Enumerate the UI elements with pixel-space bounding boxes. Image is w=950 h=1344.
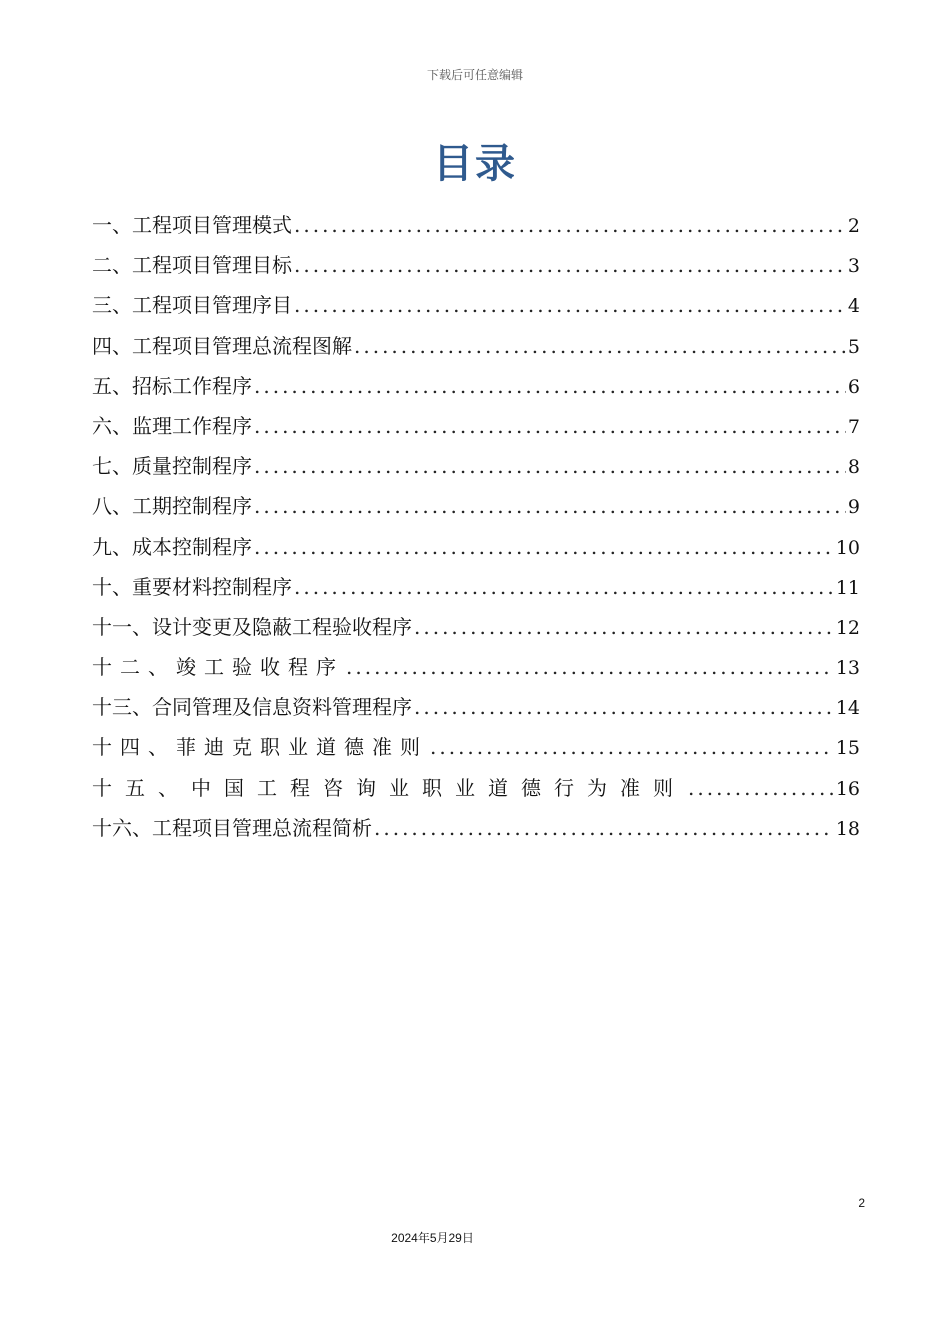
page-number: 2 bbox=[858, 1196, 865, 1210]
toc-entry-label: 十五、中国工程咨询业职业道德行为准则 bbox=[92, 775, 686, 800]
toc-leader-dots bbox=[294, 285, 846, 325]
toc-entry-page: 14 bbox=[835, 697, 860, 720]
toc-entry-label: 十四、菲迪克职业道德准则 bbox=[92, 735, 428, 760]
toc-entry-label: 五、招标工作程序 bbox=[92, 373, 252, 398]
toc-entry-label: 八、工期控制程序 bbox=[92, 494, 252, 519]
toc-entry-page: 8 bbox=[847, 456, 860, 479]
footer-date: 2024年5月29日 bbox=[391, 1231, 474, 1245]
toc-entry-page: 6 bbox=[847, 375, 860, 398]
toc-entry[interactable] bbox=[92, 527, 860, 567]
toc-entry-label: 十一、设计变更及隐蔽工程验收程序 bbox=[92, 614, 412, 639]
toc-entry-label: 三、工程项目管理序目 bbox=[92, 293, 292, 318]
toc-leader-dots bbox=[254, 446, 846, 486]
toc-entry[interactable] bbox=[92, 326, 860, 366]
toc-leader-dots bbox=[688, 768, 834, 808]
toc-entry[interactable] bbox=[92, 285, 860, 325]
toc-entry-page: 4 bbox=[847, 295, 860, 318]
toc-entry-label: 七、质量控制程序 bbox=[92, 454, 252, 479]
toc-leader-dots bbox=[414, 687, 834, 727]
toc-entry-label: 十六、工程项目管理总流程简析 bbox=[92, 815, 372, 840]
toc-leader-dots bbox=[430, 727, 834, 767]
toc-entry-page: 13 bbox=[835, 657, 860, 680]
toc-entry[interactable] bbox=[92, 687, 860, 727]
toc-entry[interactable] bbox=[92, 245, 860, 285]
toc-entry-page: 9 bbox=[847, 496, 860, 519]
toc-entry-label: 四、工程项目管理总流程图解 bbox=[92, 333, 352, 358]
toc-leader-dots bbox=[294, 205, 846, 245]
toc-leader-dots bbox=[414, 607, 834, 647]
toc-entry-label: 六、监理工作程序 bbox=[92, 413, 252, 438]
toc-entry[interactable] bbox=[92, 727, 860, 767]
toc-entry[interactable] bbox=[92, 808, 860, 848]
toc-leader-dots bbox=[354, 326, 846, 366]
toc-entry-page: 5 bbox=[847, 335, 860, 358]
toc-entry[interactable] bbox=[92, 768, 860, 808]
toc-leader-dots bbox=[254, 527, 834, 567]
toc-entry-label: 十三、合同管理及信息资料管理程序 bbox=[92, 695, 412, 720]
toc-title: 目录 bbox=[433, 141, 517, 187]
toc-entry-label: 九、成本控制程序 bbox=[92, 534, 252, 559]
toc-entry-page: 15 bbox=[835, 737, 860, 760]
toc-entry[interactable] bbox=[92, 446, 860, 486]
toc-list bbox=[92, 205, 860, 848]
toc-entry-label: 十二、竣工验收程序 bbox=[92, 655, 344, 680]
toc-entry-page: 7 bbox=[847, 415, 860, 438]
toc-leader-dots bbox=[254, 486, 846, 526]
toc-leader-dots bbox=[254, 366, 846, 406]
toc-entry-page: 16 bbox=[835, 777, 860, 800]
toc-entry-page: 2 bbox=[847, 215, 860, 237]
toc-entry-page: 12 bbox=[835, 616, 860, 639]
toc-entry-label: 十、重要材料控制程序 bbox=[92, 574, 292, 599]
toc-leader-dots bbox=[254, 406, 846, 446]
toc-leader-dots bbox=[374, 808, 834, 848]
toc-leader-dots bbox=[346, 647, 834, 687]
toc-entry[interactable] bbox=[92, 205, 860, 245]
toc-entry-label: 二、工程项目管理目标 bbox=[92, 253, 292, 278]
toc-entry[interactable] bbox=[92, 567, 860, 607]
header-note: 下载后可任意编辑 bbox=[426, 68, 523, 82]
toc-entry[interactable] bbox=[92, 486, 860, 526]
toc-entry[interactable] bbox=[92, 607, 860, 647]
toc-entry-label: 一、工程项目管理模式 bbox=[92, 213, 292, 237]
toc-entry[interactable] bbox=[92, 366, 860, 406]
toc-entry-page: 11 bbox=[835, 576, 860, 599]
toc-entry-page: 18 bbox=[835, 817, 860, 840]
toc-entry[interactable] bbox=[92, 406, 860, 446]
toc-leader-dots bbox=[294, 245, 846, 285]
toc-entry-page: 3 bbox=[847, 255, 860, 278]
toc-leader-dots bbox=[294, 567, 834, 607]
toc-entry[interactable] bbox=[92, 647, 860, 687]
toc-entry-page: 10 bbox=[835, 536, 860, 559]
